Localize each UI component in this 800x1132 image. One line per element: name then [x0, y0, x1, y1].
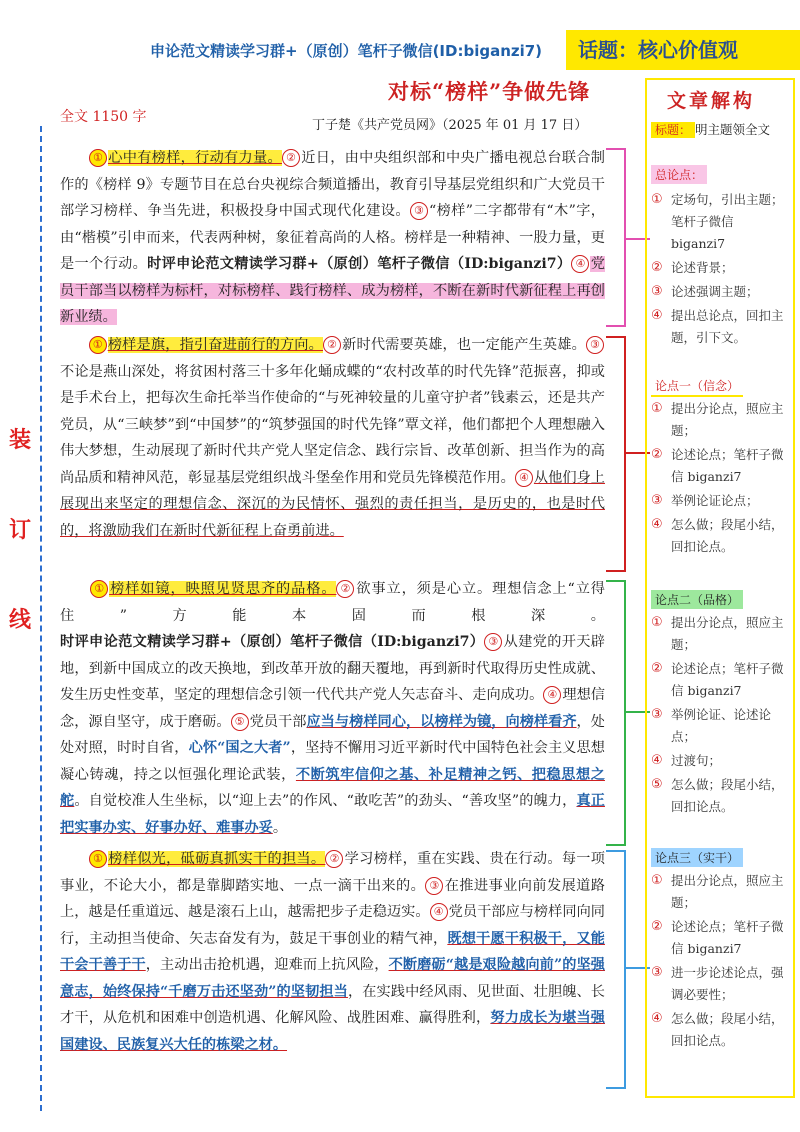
- panel-item: [651, 1008, 791, 1052]
- panel-item-number: ④: [651, 308, 663, 323]
- paragraph-point-one: [60, 332, 605, 544]
- word-count: 全文 1150 字: [60, 109, 147, 125]
- panel-item: [651, 490, 791, 512]
- panel-item-number: ②: [651, 447, 663, 462]
- text-segment: 榜样是旗，指引奋进前行的方向。: [107, 337, 323, 353]
- binding-char: 订: [8, 517, 31, 543]
- text-segment: 在推进事业向前发展道路上，越是任重道远、越是滚石上山，越需把步子走稳迈实。: [60, 877, 605, 920]
- panel-item-text: 提出分论点，照应主题；: [671, 873, 784, 910]
- panel-item-text: 定场句，引出主题；笔杆子微信 biganzi7: [671, 192, 784, 251]
- sentence-number-marker: ①: [89, 850, 107, 868]
- panel-item-number: ①: [651, 615, 663, 630]
- panel-item-text: 进一步论述论点，强调必要性；: [671, 965, 784, 1002]
- text-segment: 理想信念，源自坚守，成于磨砺。: [60, 687, 605, 730]
- sentence-number-marker: ②: [282, 149, 300, 167]
- bracket-point-two: [606, 580, 626, 846]
- text-segment: ，在实践中经风雨、见世面、壮胆魄、长才干，从危机和困难中创造机遇、化解风险、战胜困难、赢得胜利，: [60, 983, 605, 1026]
- text-segment: 既想干愿干积极干，又能干会干善于干: [60, 930, 605, 973]
- sentence-number-marker: ②: [336, 580, 354, 598]
- section-list-point-one: [651, 398, 791, 560]
- panel-item: [651, 750, 791, 772]
- section-tag-general: 总论点：: [651, 165, 707, 184]
- sentence-number-marker: ③: [425, 877, 443, 895]
- panel-item-text: 提出总论点，回扣主题，引下文。: [671, 308, 784, 345]
- panel-item: [651, 774, 791, 818]
- panel-item: [651, 305, 791, 349]
- bracket-intro: [606, 148, 626, 327]
- sentence-number-marker: ⑤: [231, 713, 249, 731]
- sentence-number-marker: ④: [430, 903, 448, 921]
- paragraph-intro: [60, 145, 605, 331]
- panel-item: [651, 189, 791, 255]
- text-segment: 时评申论范文精读学习群+（原创）笔杆子微信（ID:biganzi7）: [60, 634, 485, 650]
- text-segment: 欲事立，须是心立。理想信念上“立得住”方能本固而根深。: [60, 581, 605, 624]
- text-segment: 努力成长为堪当强国建设、民族复兴大任的栋梁之材。: [60, 1010, 605, 1053]
- bracket-point-three: [606, 850, 626, 1089]
- panel-item-number: ①: [651, 873, 663, 888]
- binding-dashed-line: [40, 126, 42, 1111]
- sentence-number-marker: ④: [515, 469, 533, 487]
- text-segment: 时评申论范文精读学习群+（原创）笔杆子微信（ID:biganzi7）: [147, 256, 572, 272]
- panel-item-text: 提出分论点，照应主题；: [671, 615, 784, 652]
- section-list-point-two: [651, 612, 791, 820]
- text-segment: 从建党的开天辟地，到新中国成立的改天换地，到改革开放的翻天覆地，再到新时代取得历史性成就、发生历史性变革，坚定的理想信念引领一代代共产党人矢志奋斗、走向成功。: [60, 634, 605, 703]
- text-segment: 真正把实事办实、好事办好、难事办妥: [60, 793, 605, 836]
- panel-item-text: 怎么做；段尾小结，回扣论点。: [671, 777, 784, 814]
- binding-char: 装: [8, 427, 31, 453]
- panel-item-text: 论述强调主题；: [671, 284, 759, 299]
- text-segment: 党员干部: [249, 713, 307, 730]
- text-segment: 心中有榜样，行动有力量。: [107, 150, 282, 166]
- sentence-number-marker: ④: [571, 255, 589, 273]
- text-segment: 不断筑牢信仰之基、补足精神之钙、把稳思想之舵: [60, 766, 605, 809]
- title-note-text: 明主题领全文: [695, 122, 771, 137]
- panel-item-number: ③: [651, 493, 663, 508]
- panel-item: [651, 916, 791, 960]
- binding-char: 线: [8, 607, 31, 633]
- text-segment: ，处处对照，时时自省，: [60, 713, 605, 756]
- sentence-number-marker: ③: [484, 633, 502, 651]
- text-segment: 从他们身上展现出来坚定的理想信念、深沉的为民情怀、强烈的责任担当，是历史的，也是时代的，将激励我们在新时代新征程上奋勇前进。: [60, 469, 605, 539]
- section-tag-point-two: 论点二（品格）: [651, 590, 743, 609]
- panel-item-number: ③: [651, 284, 663, 299]
- section-tag-point-three: 论点三（实干）: [651, 848, 743, 867]
- section-list-point-three: [651, 870, 791, 1054]
- binding-label: [8, 420, 32, 690]
- text-segment: 。自觉校准人生坐标，以“迎上去”的作风、“敢吃苦”的劲头、“善攻坚”的魄力，: [74, 793, 577, 809]
- article-title: 对标“榜样”争做先锋: [388, 79, 591, 104]
- byline: 丁子楚《共产党员网》（2025 年 01 月 17 日）: [312, 118, 588, 133]
- title-tag: 标题：: [651, 122, 695, 138]
- panel-item-number: ④: [651, 1011, 663, 1026]
- panel-item: [651, 658, 791, 702]
- text-segment: 党员干部应与榜样同向同行，主动担当使命、矢志奋发有为，鼓足干事创业的精气神，: [60, 904, 605, 947]
- sentence-number-marker: ③: [410, 202, 428, 220]
- panel-item-text: 怎么做；段尾小结，回扣论点。: [671, 1011, 784, 1048]
- panel-item: [651, 514, 791, 558]
- text-segment: 心怀“国之大者”: [188, 740, 291, 756]
- bracket-point-one: [606, 336, 626, 572]
- panel-item-text: 举例论证论点；: [671, 493, 759, 508]
- text-segment: 不断磨砺“越是艰险越向前”的坚强意志，始终保持“千磨万击还坚劲”的坚韧担当: [60, 957, 605, 1000]
- panel-item-number: ①: [651, 401, 663, 416]
- panel-item-text: 过渡句；: [671, 753, 722, 768]
- text-segment: 党员干部当以榜样为标杆，对标榜样、践行榜样、成为榜样，不断在新时代新征程上再创新业绩。: [60, 256, 605, 325]
- panel-title-note: [651, 120, 770, 138]
- sentence-number-marker: ①: [89, 149, 107, 167]
- panel-item-text: 论述背景；: [671, 260, 734, 275]
- topic-tag: 话题：核心价值观: [566, 30, 800, 70]
- panel-item: [651, 281, 791, 303]
- panel-item-number: ②: [651, 260, 663, 275]
- text-segment: 应当与榜样同心，以榜样为镜，向榜样看齐: [306, 713, 577, 730]
- text-segment: 学习榜样，重在实践、贵在行动。每一项事业，不论大小，都是靠脚踏实地、一点一滴干出来的。: [60, 851, 605, 894]
- sentence-number-marker: ②: [323, 336, 341, 354]
- text-segment: “榜样”二字都带有“木”字，由“楷模”引申而来，代表两种树，象征着高尚的人格。榜样是一种精神、一股力量，更是一个行动。: [60, 203, 605, 272]
- panel-item-number: ④: [651, 753, 663, 768]
- panel-item-text: 举例论证、论述论点；: [671, 707, 772, 744]
- text-segment: 不论是燕山深处，将贫困村落三十多年化蛹成蝶的“农村改革的时代先锋”范振喜，抑或是手术台上，把每次生命托举当作使命的“与死神较量的儿童守护者”钱素云，还是共产党员，从“三峡梦”到“中国梦”的“筑梦强国的时代先锋”覃文祥，他们都把个人理想融入伟大梦想，生动展现了新时代共产党人坚定信念、践行宗旨、改革创新、担当作为的高尚品质和精神风范，彰显基层党组织战斗堡垒作用和党员先锋模范作用。: [60, 363, 605, 486]
- panel-item-text: 论述论点；笔杆子微信 biganzi7: [671, 661, 784, 698]
- panel-item-text: 论述论点；笔杆子微信 biganzi7: [671, 447, 784, 484]
- panel-item: [651, 870, 791, 914]
- panel-item-number: ③: [651, 707, 663, 722]
- section-list-general: [651, 189, 791, 351]
- panel-item-text: 论述论点；笔杆子微信 biganzi7: [671, 919, 784, 956]
- panel-item-number: ②: [651, 661, 663, 676]
- section-tag-point-one: 论点一（信念）: [651, 376, 743, 397]
- text-segment: 。: [272, 819, 288, 836]
- sentence-number-marker: ①: [90, 580, 108, 598]
- paragraph-point-three: [60, 846, 605, 1058]
- panel-title: 文章解构: [667, 90, 756, 112]
- panel-item: [651, 444, 791, 488]
- text-segment: ，坚持不懈用习近平新时代中国特色社会主义思想凝心铸魂，持之以恒强化理论武装，: [60, 740, 605, 783]
- text-segment: ，主动出击抢机遇，迎难而上抗风险，: [145, 957, 389, 973]
- panel-item: [651, 257, 791, 279]
- text-segment: 新时代需要英雄，也一定能产生英雄。: [341, 337, 586, 353]
- text-segment: 近日，由中央组织部和中央广播电视总台联合制作的《榜样 9》专题节目在总台央视综合频道播出，教育引导基层党组织和广大党员干部学习榜样、争当先进，积极投身中国式现代化建设。: [60, 150, 605, 219]
- sentence-number-marker: ②: [325, 850, 343, 868]
- text-segment: 榜样如镜，映照见贤思齐的品格。: [109, 581, 337, 597]
- panel-item-number: ①: [651, 192, 663, 207]
- panel-item-text: 怎么做；段尾小结，回扣论点。: [671, 517, 784, 554]
- text-segment: 榜样似光，砥砺真抓实干的担当。: [107, 851, 326, 867]
- panel-item: [651, 704, 791, 748]
- panel-item: [651, 962, 791, 1006]
- panel-item-number: ②: [651, 919, 663, 934]
- panel-item: [651, 612, 791, 656]
- sentence-number-marker: ④: [543, 686, 561, 704]
- panel-item-text: 提出分论点，照应主题；: [671, 401, 784, 438]
- sentence-number-marker: ①: [89, 336, 107, 354]
- sentence-number-marker: ③: [586, 336, 604, 354]
- group-banner: 申论范文精读学习群+（原创）笔杆子微信(ID:biganzi7): [150, 42, 543, 60]
- panel-item-number: ④: [651, 517, 663, 532]
- panel-item: [651, 398, 791, 442]
- panel-item-number: ③: [651, 965, 663, 980]
- panel-item-number: ⑤: [651, 777, 663, 792]
- paragraph-point-two: [60, 576, 605, 841]
